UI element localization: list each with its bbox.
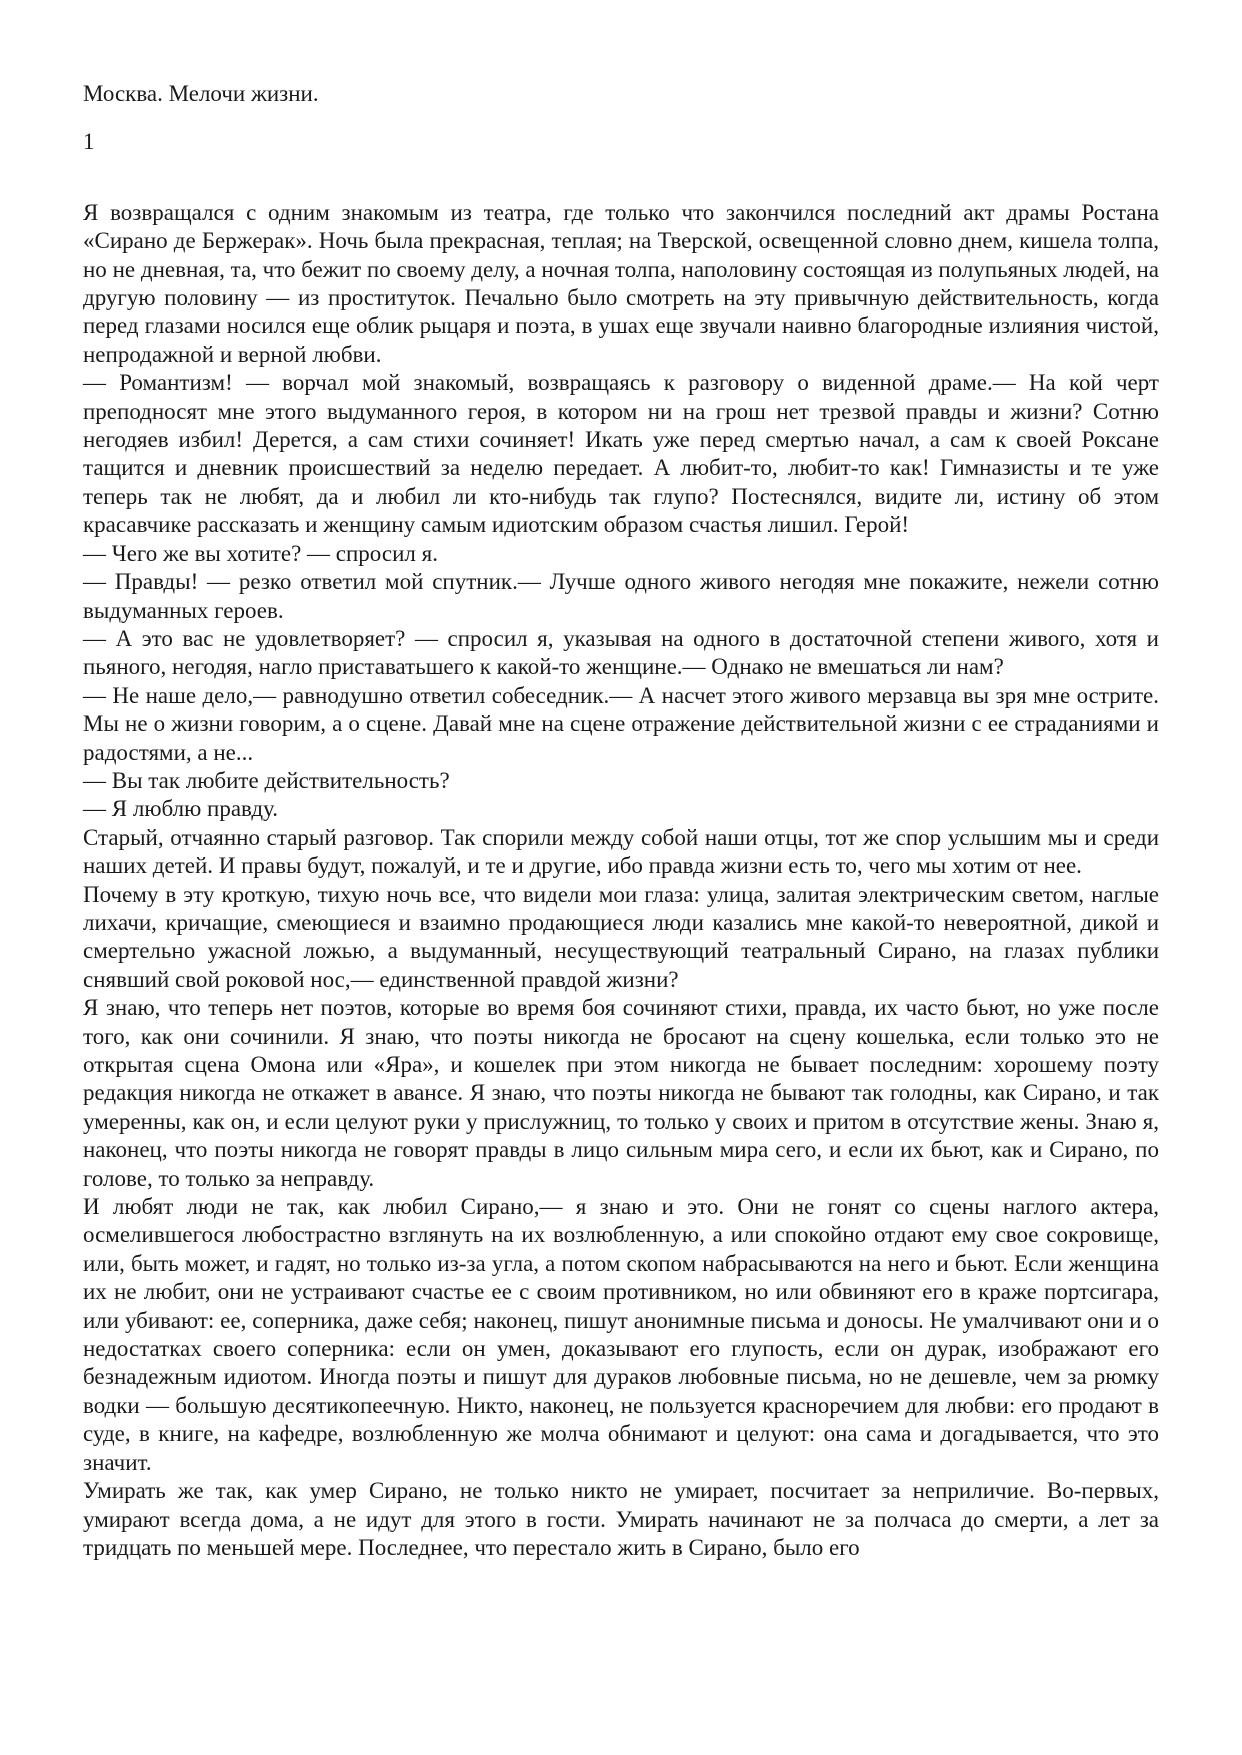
paragraph: Я знаю, что теперь нет поэтов, которые во время боя сочиняют стихи, правда, их часто бьют, но уже после того, как они сочинили. Я знаю, что поэты никогда не бросают на сцену кошелька, если только это не открытая сцена Омона или «Яра», и кошелек при этом никогда не бывает последним: хорошему поэту редакция никогда не откажет в авансе. Я знаю, что поэты никогда не бывают так голодны, как Сирано, и так умеренны, как он, и если целуют руки у прислужниц, то только у своих и притом в отсутствие жены. Знаю я, наконец, что поэты никогда не говорят правды в лицо сильным мира сего, и если их бьют, как и Сирано, по голове, то только за неправду. — [83, 995, 1159, 1191]
paragraph: Я возвращался с одним знакомым из театра, где только что закончился последний акт драмы Ростана «Сирано де Бержерак». Ночь была прекрасная, теплая; на Тверской, освещенной словно днем, кишела толпа, но не дневная, та, что бежит по своему делу, а ночная толпа, наполовину состоящая из полупьяных людей, на другую половину — из проституток. Печально было смотреть на эту привычную действительность, когда перед глазами носился еще облик рыцаря и поэта, в ушах еще звучали наивно благородные излияния чистой, непродажной и верной любви. — [83, 199, 1159, 367]
paragraph: Почему в эту кроткую, тихую ночь все, что видели мои глаза: улица, залитая электрическим светом, наглые лихачи, кричащие, смеющиеся и взаимно продающиеся люди казались мне какой-то невероятной, дикой и смертельно ужасной ложью, а выдуманный, несуществующий театральный Сирано, на глазах публики снявший свой роковой нос,— единственной правдой жизни? — [83, 881, 1159, 992]
paragraph: — Вы так любите действительность? — [83, 767, 450, 793]
paragraph: — Романтизм! — ворчал мой знакомый, возвращаясь к разговору о виденной драме.— На кой черт преподносят мне этого выдуманного героя, в котором ни на грош нет трезвой правды и жизни? Сотню негодяев избил! Дерется, а сам стихи сочиняет! Икать уже перед смертью начал, а сам к своей Роксане тащится и дневник происшествий за неделю передает. А любит-то, любит-то как! Гимназисты и те уже теперь так не любят, да и любил ли кто-нибудь так глупо? Постеснялся, видите ли, истину об этом красавчике рассказать и женщину самым идиотским образом счастья лишил. Герой! — [83, 370, 1159, 538]
document-title: Москва. Мелочи жизни. — [83, 81, 319, 106]
paragraph: — А это вас не удовлетворяет? — спросил я, указывая на одного в достаточной степени живого, хотя и пьяного, негодяя, нагло приставатьшего к какой-то женщине.— Однако не вмешаться ли нам? — [83, 625, 1159, 680]
chapter-number: 1 — [83, 129, 95, 155]
document-body — [83, 199, 1159, 1563]
paragraph: И любят люди не так, как любил Сирано,— я знаю и это. Они не гонят со сцены наглого актера, осмелившегося любострастно взглянуть на их возлюбленную, а или спокойно отдают ему свое сокровище, или, быть может, и гадят, но только из-за угла, а потом скопом набрасываются на него и бьют. Если женщина их не любит, они не устраивают счастье ее с своим противником, но или обвиняют его в краже портсигара, или убивают: ее, соперника, даже себя; наконец, пишут анонимные письма и доносы. Не умалчивают они и о недостатках своего соперника: если он умен, доказывают его глупость, если он дурак, изображают его безнадежным идиотом. Иногда поэты и пишут для дураков любовные письма, но не дешевле, чем за рюмку водки — большую десятикопеечную. Никто, наконец, не пользуется красноречием для любви: его продают в суде, в книге, на кафедре, возлюбленную же молча обнимают и целуют: она сама и догадывается, что это значит. — [83, 1194, 1159, 1475]
paragraph: — Я люблю правду. — [83, 796, 278, 822]
paragraph: Умирать же так, как умер Сирано, не только никто не умирает, посчитает за неприличие. Во-первых, умирают всегда дома, а не идут для этого в гости. Умирать начинают не за полчаса до смерти, а лет за тридцать по меньшей мере. Последнее, что перестало жить в Сирано, было его — [83, 1478, 1159, 1560]
paragraph: — Чего же вы хотите? — спросил я. — [83, 540, 438, 566]
paragraph: — Не наше дело,— равнодушно ответил собеседник.— А насчет этого живого мерзавца вы зря мне острите. Мы не о жизни говорим, а о сцене. Давай мне на сцене отражение действительной жизни с ее страданиями и радостями, а не... — [83, 682, 1159, 765]
paragraph: Старый, отчаянно старый разговор. Так спорили между собой наши отцы, тот же спор услышим мы и среди наших детей. И правы будут, пожалуй, и те и другие, ибо правда жизни есть то, чего мы хотим от нее. — [83, 824, 1159, 879]
paragraph: — Правды! — резко ответил мой спутник.— Лучше одного живого негодяя мне покажите, нежели сотню выдуманных героев. — [83, 569, 1159, 623]
document-page — [83, 80, 1159, 1562]
